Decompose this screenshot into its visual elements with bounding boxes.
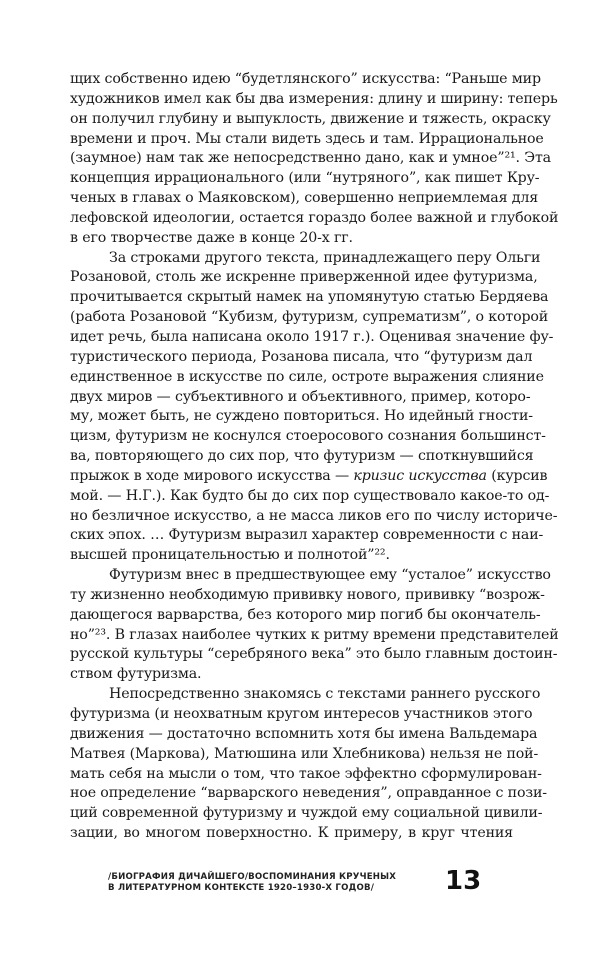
text-segment: зации, во многом поверхностно. К примеру, в круг чтения — [70, 825, 513, 842]
text-segment: в его творчестве даже в конце 20-х гг. — [70, 229, 353, 246]
text-line — [70, 725, 538, 745]
text-line — [70, 745, 539, 765]
text-segment: мать себя на мысли о том, что такое эффектно сформулирован- — [70, 765, 542, 782]
text-segment: единственное в искусстве по силе, остроте выражения слияние — [70, 368, 544, 385]
paragraph — [70, 249, 558, 567]
text-line — [70, 824, 513, 844]
text-line — [70, 169, 540, 189]
text-segment: ное определение “варварского неведения”, оправданное с пози- — [70, 785, 547, 802]
text-line — [70, 606, 541, 626]
text-line — [70, 447, 534, 467]
text-line — [70, 229, 513, 249]
text-line — [70, 90, 558, 110]
text-line — [70, 586, 545, 606]
text-line — [70, 149, 551, 169]
text-segment: прыжок в ходе мирового искусства — — [70, 467, 354, 484]
text-line — [70, 685, 541, 705]
text-line — [70, 388, 531, 408]
text-line — [70, 804, 543, 824]
text-line — [70, 546, 513, 566]
paragraph — [70, 566, 559, 685]
text-segment: Футуризм внес в предшествующее ему “усталое” искусство — [109, 567, 551, 584]
italic-text: кризис искусства — [353, 467, 487, 484]
text-segment: му, может быть, не суждено повториться. Но идейный гности- — [70, 408, 533, 425]
text-line — [70, 665, 513, 685]
text-segment: Непосредственно знакомясь с текстами раннего русского — [109, 686, 541, 703]
text-line — [70, 249, 541, 269]
running-footer — [108, 872, 396, 894]
text-segment: Матвея (Маркова), Матюшина или Хлебникова) нельзя не пой- — [70, 745, 539, 762]
text-segment: цизм, футуризм не коснулся стоеросового сознания большинст- — [70, 428, 546, 445]
text-segment: художников имел как бы два измерения: длину и ширину: теперь — [70, 90, 558, 107]
text-segment: ва, повторяющего до сих пор, что футуризм — споткнувшийся — [70, 448, 534, 465]
text-segment: движения — достаточно вспомнить хотя бы имена Вальдемара — [70, 725, 538, 742]
text-line — [70, 70, 541, 90]
text-line — [70, 288, 549, 308]
text-line — [70, 308, 549, 328]
text-segment: но”²³. В глазах наиболее чутких к ритму времени представителей — [70, 626, 559, 643]
paragraph — [70, 70, 559, 249]
text-line — [70, 784, 547, 804]
text-line — [70, 110, 551, 130]
text-segment: (курсив — [486, 467, 548, 484]
text-segment: (заумное) нам так же непосредственно дано, как и умное”²¹. Эта — [70, 150, 551, 167]
running-title-line-2: В ЛИТЕРАТУРНОМ КОНТЕКСТЕ 1920–1930-Х ГОДОВ/ — [108, 883, 375, 893]
text-line — [70, 487, 550, 507]
text-segment: двух миров — субъективного и объективного, пример, которо- — [70, 388, 531, 405]
text-line — [70, 467, 548, 487]
text-segment: дающегося варварства, без которого мир погиб бы окончатель- — [70, 606, 541, 623]
text-segment: ций современной футуризму и чуждой ему социальной цивили- — [70, 805, 543, 822]
text-segment: За строками другого текста, принадлежащего перу Ольги — [109, 249, 541, 266]
text-segment: он получил глубину и выпуклость, движение и тяжесть, окраску — [70, 110, 551, 127]
text-line — [70, 427, 546, 447]
text-line — [70, 348, 533, 368]
page-number: 13 — [445, 866, 482, 896]
text-segment: прочитывается скрытый намек на упомянутую статью Бердяева — [70, 289, 549, 306]
paragraph — [70, 685, 547, 844]
text-segment: времени и проч. Мы стали видеть здесь и там. Иррациональное — [70, 130, 544, 147]
text-segment: щих собственно идею “будетлянского” искусства: “Раньше мир — [70, 71, 541, 87]
text-line — [70, 189, 539, 209]
text-line — [70, 645, 558, 665]
text-segment: туристического периода, Розанова писала, что “футуризм дал — [70, 348, 533, 365]
text-segment: ). Как будто бы до сих пор существовало какое-то од- — [155, 487, 550, 504]
text-segment: ских эпох. … Футуризм выразил характер современности с наи- — [70, 527, 544, 544]
text-line — [70, 626, 559, 646]
text-segment: ством футуризма. — [70, 666, 202, 683]
text-segment: русской культуры “серебряного века” это было главным достоин- — [70, 646, 558, 663]
running-title-line-1: /БИОГРАФИЯ ДИЧАЙШЕГО/ВОСПОМИНАНИЯ КРУЧЕНЫХ — [108, 872, 397, 882]
text-line — [70, 566, 551, 586]
text-line — [70, 130, 544, 150]
text-segment: Розановой, столь же искренне приверженной идее футуризма, — [70, 269, 538, 286]
text-segment: Н.Г. — [125, 487, 156, 504]
text-line — [70, 209, 559, 229]
text-segment: ченых в главах о Маяковском), совершенно неприемлемая для — [70, 190, 539, 207]
body-text — [70, 70, 559, 844]
text-segment: концепция иррационального (или “нутряного”, как пишет Кру- — [70, 170, 540, 187]
text-segment: футуризма (и неохватным кругом интересов участников этого — [70, 706, 533, 722]
text-segment: высшей проницательностью и полнотой”²². — [70, 547, 390, 564]
text-segment: мой. — — [70, 487, 126, 504]
text-segment: лефовской идеологии, остается гораздо более важной и глубокой — [70, 209, 559, 226]
text-segment: ту жизненно необходимую прививку нового, прививку “возрож- — [70, 586, 545, 603]
text-line — [70, 705, 533, 725]
text-line — [70, 526, 544, 546]
text-line — [70, 765, 542, 785]
text-line — [70, 507, 558, 527]
text-line — [70, 407, 533, 427]
text-segment: но безличное искусство, а не масса ликов его по числу историче- — [70, 507, 558, 524]
text-segment: (работа Розановой “Кубизм, футуризм, супрематизм”, о которой — [70, 309, 549, 326]
text-line — [70, 328, 554, 348]
text-line — [70, 368, 544, 388]
text-segment: идет речь, была написана около 1917 г.). Оценивая значение фу- — [70, 328, 554, 345]
text-line — [70, 268, 538, 288]
